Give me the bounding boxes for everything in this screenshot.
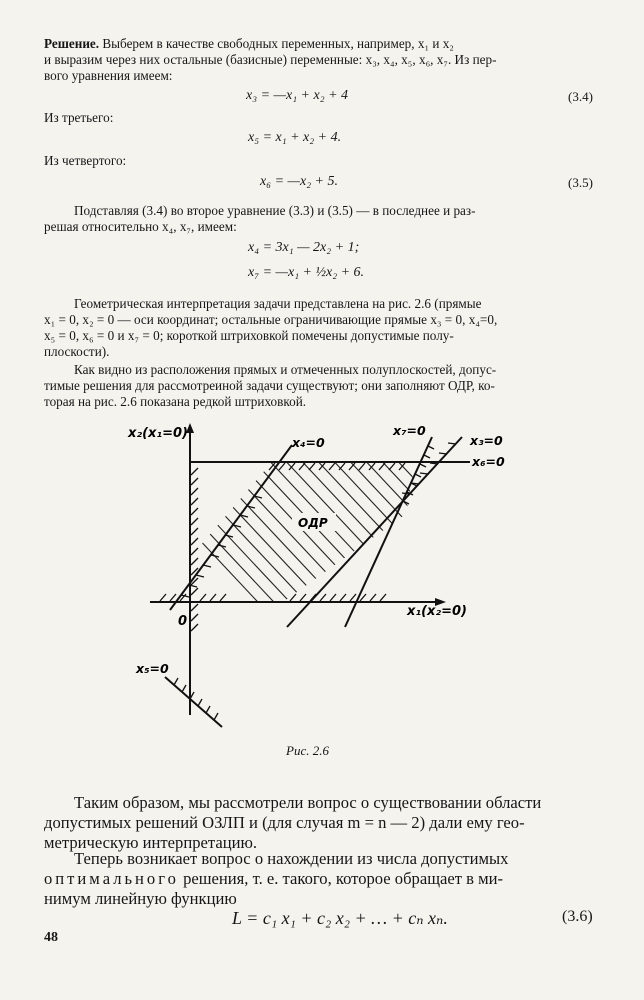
equation-3-6: L = c₁ x₁ + c₂ x₂ + … + cₙ xₙ. <box>232 908 448 928</box>
substitution-paragraph <box>44 203 600 235</box>
conclusion-line-2: допустимых решений ОЗЛП и (для случая m = n — 2) дали ему гео- <box>44 813 525 832</box>
conclusion-paragraph <box>44 793 600 853</box>
x6-label: x₆=0 <box>472 454 505 469</box>
x-axis-hatch <box>160 594 386 601</box>
solution-heading: Решение. <box>44 36 100 51</box>
next-question-paragraph <box>44 849 600 909</box>
origin-label: 0 <box>178 614 188 629</box>
y-axis-hatch <box>191 468 198 631</box>
feasibility-line-3: торая на рис. 2.6 показана редкой штриховкой. <box>44 394 307 409</box>
x4-hatch <box>181 496 262 597</box>
x3-label: x₃=0 <box>470 433 503 448</box>
feasibility-line-2: тимые решения для рассмотреиной задачи существуют; они заполняют ОДР, ко- <box>44 378 495 393</box>
x7-label: x₇=0 <box>393 423 426 438</box>
conclusion-line-1: Таким образом, мы рассмотрели вопрос о существовании области <box>74 793 542 812</box>
substitution-line-1: Подставляя (3.4) во второе уравнение (3.3) и (3.5) — в последнее и раз- <box>74 203 476 218</box>
x4-label: x₄=0 <box>292 435 325 450</box>
equation-3-5-number: (3.5) <box>568 175 593 190</box>
equation-x5: x₅ = x₁ + x₂ + 4. <box>248 130 342 145</box>
page-number: 48 <box>44 930 58 945</box>
figure-2-6 <box>0 415 644 745</box>
next-question-line-3: нимум линейную функцию <box>44 889 237 908</box>
geometry-line-4: плоскости). <box>44 344 110 359</box>
from-fourth-label: Из четвертого: <box>44 153 127 168</box>
x-axis-label: x₁(x₂=0) <box>407 604 467 619</box>
feasibility-line-1: Как видно из расположения прямых и отмеченных полуплоскостей, допус- <box>74 362 497 377</box>
next-question-line-1: Теперь возникает вопрос о нахождении из числа допустимых <box>74 849 509 868</box>
equation-x4: x₄ = 3x₁ — 2x₂ + 1; <box>248 240 360 255</box>
geometry-line-1: Геометрическая интерпретация задачи представлена на рис. 2.6 (прямые <box>74 296 482 311</box>
figure-caption: Рис. 2.6 <box>286 743 329 758</box>
y-axis-label: x₂(x₁=0) <box>128 426 188 441</box>
geometry-paragraph <box>44 296 600 360</box>
geometry-line-3: x₅ = 0, x₆ = 0 и x₇ = 0; короткой штриховкой помечены допустимые полу- <box>44 328 454 343</box>
equation-3-4-number: (3.4) <box>568 89 593 104</box>
solution-paragraph <box>44 36 600 84</box>
equation-3-4: x₃ = —x₁ + x₂ + 4 <box>246 88 349 103</box>
odr-label: ОДР <box>298 516 328 530</box>
substitution-line-2: решая относительно x₄, x₇, имеем: <box>44 219 237 234</box>
geometry-line-2: x₁ = 0, x₂ = 0 — оси координат; остальные ограничивающие прямые x₃ = 0, x₄=0, <box>44 312 498 327</box>
optimal-word: оптимального <box>44 869 179 888</box>
x5-hatch <box>174 678 218 720</box>
next-question-line-2: решения, т. е. такого, которое обращает в ми- <box>183 869 504 888</box>
solution-line-2: и выразим через них остальные (базисные) переменные: x₃, x₄, x₅, x₆, x₇. Из пер- <box>44 52 497 67</box>
line-x7 <box>345 437 432 627</box>
x5-label: x₅=0 <box>136 661 169 676</box>
conclusion-line-3: метрическую интерпретацию. <box>44 833 257 852</box>
feasibility-paragraph <box>44 362 600 410</box>
equation-3-6-number: (3.6) <box>562 908 593 925</box>
solution-line-1: Выберем в качестве свободных переменных, например, x₁ и x₂ <box>102 36 454 51</box>
solution-line-3: вого уравнения имеем: <box>44 68 173 83</box>
from-third-label: Из третьего: <box>44 110 114 125</box>
equation-3-5: x₆ = —x₂ + 5. <box>260 174 339 189</box>
equation-x7: x₇ = —x₁ + ½x₂ + 6. <box>248 265 365 280</box>
